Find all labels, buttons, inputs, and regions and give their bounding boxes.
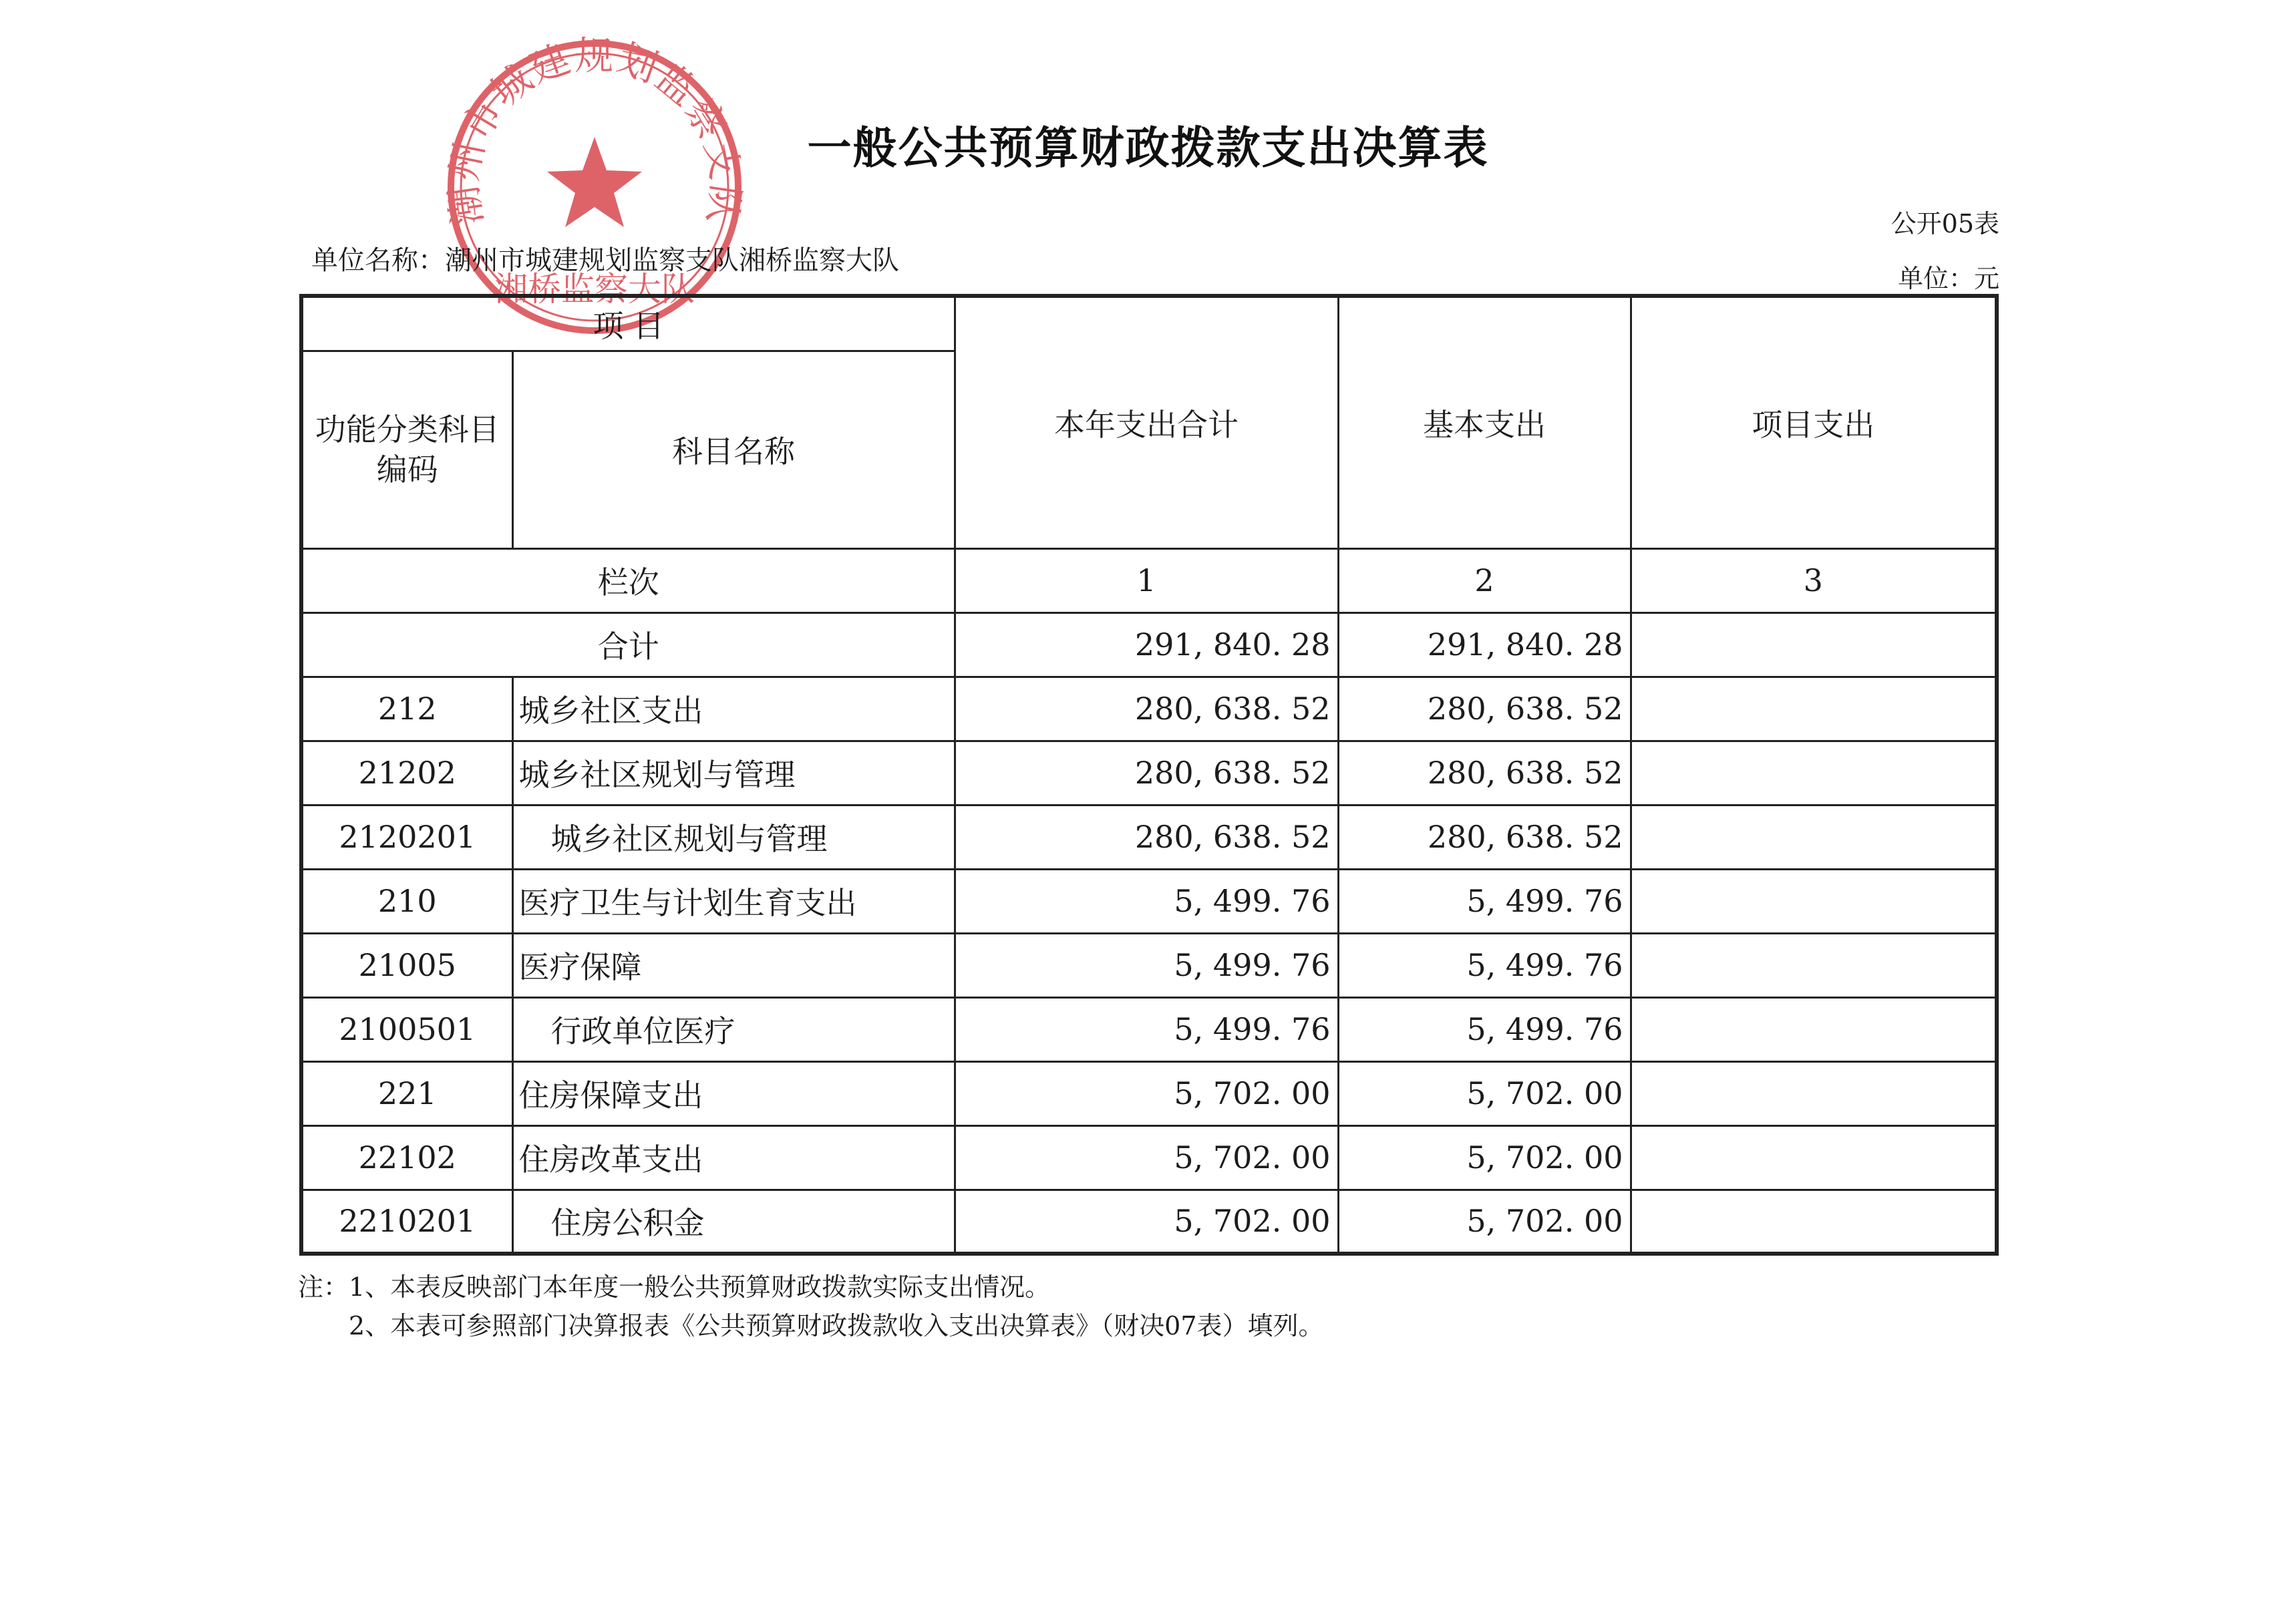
row-program (1631, 1125, 1997, 1190)
row-code: 21005 (301, 933, 512, 997)
note-line-2: 2、本表可参照部门决算报表《公共预算财政拨款收入支出决算表》（财决07表）填列。 (349, 1311, 1324, 1340)
note-line-1: 注：1、本表反映部门本年度一般公共预算财政拨款实际支出情况。 (298, 1272, 1051, 1302)
row-name: 行政单位医疗 (512, 997, 955, 1061)
row-name: 住房公积金 (512, 1190, 955, 1254)
row-basic: 5, 499. 76 (1338, 997, 1631, 1061)
row-total: 5, 702. 00 (955, 1190, 1338, 1254)
row-code: 2120201 (301, 805, 512, 869)
form-number: 公开05表 (1891, 209, 1999, 238)
total-row-basic: 291, 840. 28 (1338, 612, 1631, 677)
table-row (301, 741, 1997, 805)
row-program (1631, 677, 1997, 741)
column-number-1: 1 (955, 548, 1338, 612)
row-total: 5, 702. 00 (955, 1125, 1338, 1190)
page-title: 一般公共预算财政拨款支出决算表 (807, 122, 1489, 174)
header-program: 项目支出 (1631, 296, 1997, 548)
row-program (1631, 933, 1997, 997)
row-name: 城乡社区支出 (512, 677, 955, 741)
header-row-project (301, 296, 1997, 351)
row-basic: 280, 638. 52 (1338, 741, 1631, 805)
row-total: 5, 702. 00 (955, 1061, 1338, 1125)
total-row-total: 291, 840. 28 (955, 612, 1338, 677)
unit-name-label: 单位名称： (311, 245, 445, 276)
row-program (1631, 997, 1997, 1061)
currency-unit: 元 (1973, 264, 1999, 293)
header-total: 本年支出合计 (955, 296, 1338, 548)
row-basic: 280, 638. 52 (1338, 805, 1631, 869)
row-total: 280, 638. 52 (955, 805, 1338, 869)
row-total: 280, 638. 52 (955, 741, 1338, 805)
table-row (301, 1190, 1997, 1254)
row-name: 医疗卫生与计划生育支出 (512, 869, 955, 933)
currency-label: 单位： (1897, 264, 1974, 293)
row-code: 22102 (301, 1125, 512, 1190)
unit-name: 潮州市城建规划监察支队湘桥监察大队 (445, 245, 899, 276)
row-name: 医疗保障 (512, 933, 955, 997)
row-program (1631, 1061, 1997, 1125)
row-total: 5, 499. 76 (955, 869, 1338, 933)
unit-name-row (311, 239, 899, 277)
row-name: 城乡社区规划与管理 (512, 741, 955, 805)
table-row (301, 1061, 1997, 1125)
row-code: 210 (301, 869, 512, 933)
row-total: 5, 499. 76 (955, 997, 1338, 1061)
row-program (1631, 1190, 1997, 1254)
row-code: 2100501 (301, 997, 512, 1061)
table-row (301, 997, 1997, 1061)
row-total: 280, 638. 52 (955, 677, 1338, 741)
row-basic: 5, 702. 00 (1338, 1190, 1631, 1254)
header-code: 功能分类科目编码 (301, 351, 512, 548)
table-row (301, 1125, 1997, 1190)
row-program (1631, 869, 1997, 933)
row-total: 5, 499. 76 (955, 933, 1338, 997)
expenditure-table (299, 294, 1999, 1256)
table-row (301, 933, 1997, 997)
row-code: 2210201 (301, 1190, 512, 1254)
row-name: 住房改革支出 (512, 1125, 955, 1190)
total-row-program (1631, 612, 1997, 677)
row-program (1631, 741, 1997, 805)
row-name: 住房保障支出 (512, 1061, 955, 1125)
total-row (301, 612, 1997, 677)
header-name: 科目名称 (512, 351, 955, 548)
column-number-2: 2 (1338, 548, 1631, 612)
column-label: 栏次 (301, 548, 955, 612)
row-code: 221 (301, 1061, 512, 1125)
table-row (301, 869, 1997, 933)
header-basic: 基本支出 (1338, 296, 1631, 548)
currency-unit-row (1898, 258, 1999, 295)
total-label: 合计 (301, 612, 955, 677)
row-code: 21202 (301, 741, 512, 805)
row-basic: 5, 702. 00 (1338, 1125, 1631, 1190)
notes (298, 1268, 1324, 1345)
column-number-row (301, 548, 1997, 612)
header-project: 项 目 (301, 296, 955, 351)
table-row (301, 677, 1997, 741)
row-basic: 280, 638. 52 (1338, 677, 1631, 741)
row-code: 212 (301, 677, 512, 741)
seal-bottom-text: 湘桥监察大队 (494, 270, 695, 309)
column-number-3: 3 (1631, 548, 1997, 612)
row-basic: 5, 702. 00 (1338, 1061, 1631, 1125)
row-basic: 5, 499. 76 (1338, 869, 1631, 933)
table-row (301, 805, 1997, 869)
row-program (1631, 805, 1997, 869)
seal-arc-text: 潮州市城建规划监察支队 (440, 33, 749, 228)
row-basic: 5, 499. 76 (1338, 933, 1631, 997)
row-name: 城乡社区规划与管理 (512, 805, 955, 869)
